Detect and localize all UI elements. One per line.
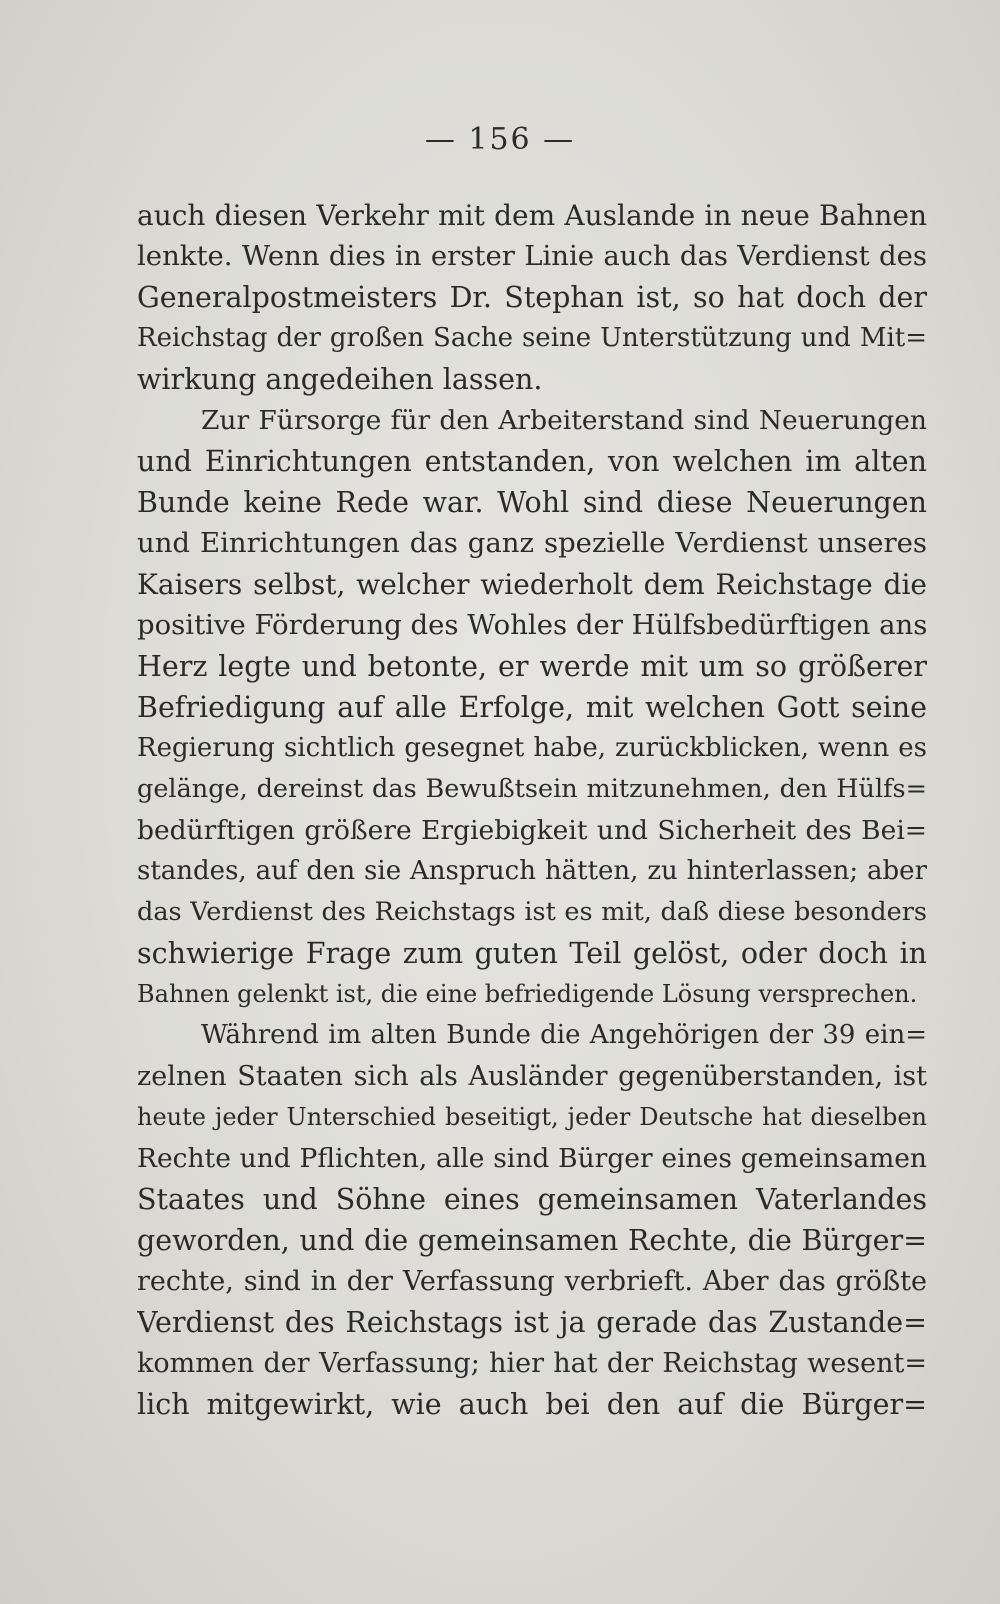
- text-line: Rechte und Pflichten, alle sind Bürger eines gemeinsamen: [137, 1143, 927, 1174]
- text-line: Generalpostmeisters Dr. Stephan ist, so hat doch der: [137, 281, 927, 314]
- text-line: Während im alten Bunde die Angehörigen der 39 ein=: [201, 1020, 927, 1050]
- text-line: positive Förderung des Wohles der Hülfsbedürftigen ans: [137, 609, 927, 641]
- text-line: Verdienst des Reichstags ist ja gerade das Zustande=: [137, 1306, 927, 1339]
- text-line: Befriedigung auf alle Erfolge, mit welchen Gott seine: [137, 691, 927, 724]
- text-line: Herz legte und betonte, er werde mit um so größerer: [137, 650, 927, 683]
- text-line: Kaisers selbst, welcher wiederholt dem Reichstage die: [137, 568, 927, 601]
- page-number: — 156 —: [424, 122, 576, 157]
- text-line: lenkte. Wenn dies in erster Linie auch das Verdienst des: [137, 240, 927, 272]
- text-line: Regierung sichtlich gesegnet habe, zurückblicken, wenn es: [137, 733, 927, 763]
- text-line: kommen der Verfassung; hier hat der Reichstag wesent=: [137, 1348, 927, 1379]
- text-line: standes, auf den sie Anspruch hätten, zu hinterlassen; aber: [137, 856, 927, 886]
- text-line: Zur Fürsorge für den Arbeiterstand sind Neuerungen: [201, 405, 927, 436]
- text-line: schwierige Frage zum guten Teil gelöst, oder doch in: [137, 937, 927, 970]
- body-text: [137, 195, 927, 1425]
- text-line: rechte, sind in der Verfassung verbrieft. Aber das größte: [137, 1266, 927, 1297]
- text-line: Bahnen gelenkt ist, die eine befriedigende Lösung versprechen.: [137, 980, 918, 1008]
- text-line: heute jeder Unterschied beseitigt, jeder Deutsche hat dieselben: [137, 1103, 927, 1131]
- text-line: geworden, und die gemeinsamen Rechte, die Bürger=: [137, 1224, 927, 1257]
- text-line: bedürftigen größere Ergiebigkeit und Sicherheit des Bei=: [137, 815, 927, 846]
- text-line: Staates und Söhne eines gemeinsamen Vaterlandes: [137, 1183, 927, 1216]
- text-line: auch diesen Verkehr mit dem Auslande in neue Bahnen: [137, 199, 927, 232]
- text-line: zelnen Staaten sich als Ausländer gegenüberstanden, ist: [137, 1061, 927, 1092]
- text-line: Reichstag der großen Sache seine Unterstützung und Mit=: [137, 323, 927, 353]
- text-line: wirkung angedeihen lassen.: [137, 363, 543, 396]
- text-line: und Einrichtungen entstanden, von welchen im alten: [137, 445, 927, 478]
- text-line: das Verdienst des Reichstags ist es mit, daß diese besonders: [137, 897, 927, 927]
- text-line: gelänge, dereinst das Bewußtsein mitzunehmen, den Hülfs=: [137, 774, 927, 804]
- text-line: und Einrichtungen das ganz spezielle Verdienst unseres: [137, 527, 927, 559]
- text-line: lich mitgewirkt, wie auch bei den auf die Bürger=: [137, 1388, 927, 1421]
- text-line: Bunde keine Rede war. Wohl sind diese Neuerungen: [137, 486, 927, 519]
